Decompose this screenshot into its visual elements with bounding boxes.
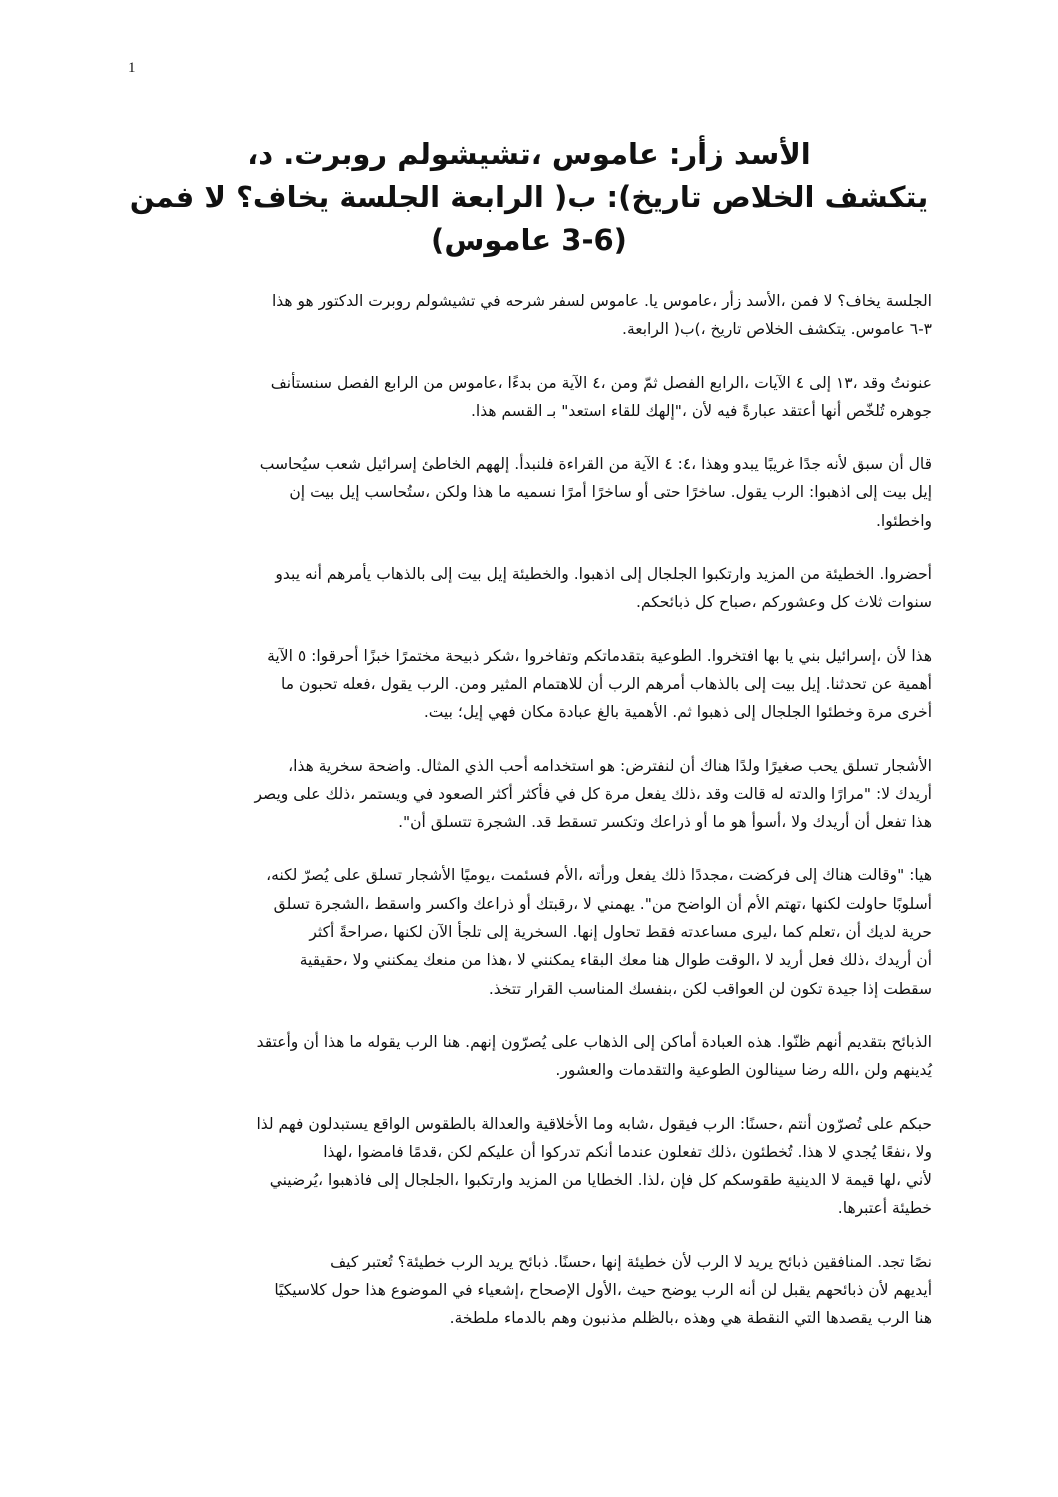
paragraph-line: يُرضيني، فاذهبوا إلى الجلجال، وارتكبوا المزيد من الخطايا .لذا، فإن كل طقوسكم الدينية لا قيمة لها، لأني	[269, 1171, 932, 1190]
paragraph-line: لذا فهم يستبدلون الواقع بالطقوس والعدالة الأخلاقية وما شابه، فيقول الرب :حسنًا، أنتم تُصرّون على حبكم	[256, 1114, 932, 1133]
paragraph-line: أكثر صراحةً، لكنها الآن تلجأ إلى السخرية .إنها تحاول فقط مساعدته ليرى، كما تعلم، أن لديك حرية	[309, 923, 932, 942]
paragraph	[150, 642, 932, 727]
paragraph-line: ما تحبون فعله، يقول الرب .ومن المثير للاهتمام أن الرب أمرهم بالذهاب إلى بيت إيل .تحدثنا عن أهمية	[281, 674, 932, 693]
paragraph-line: تسلق الشجرة، واسقط واكسر ذراعك أو رقبتك، لا يهمني ."من الواضح أن الأم تهتم، لكنها حاولت أسلوبًا	[273, 894, 932, 913]
paragraph-line: هذا هو الدكتور روبرت تشيشولم في شرحه لسفر عاموس .يا عاموس، زأر الأسد، فمن لا يخاف؟ الجلسة	[271, 292, 932, 310]
title-line: فمن لا يخاف؟ الجلسة الرابعة )ب :(تاريخ الخلاص يتكشف	[129, 180, 929, 214]
page-number: 1	[128, 60, 136, 76]
paragraph	[150, 752, 932, 837]
paragraph-line: إن بيت إيل ستُحاسب، ولكن هذا ما نسميه أمرًا ساخرًا أو حتى ساخرًا .يقول الرب :اذهبوا إلى بيت إيل	[289, 483, 932, 502]
paragraph-line: .والعشور والتقدمات الطوعية سينالون رضا الله، ولن يُدينهم	[555, 1061, 932, 1080]
document-body	[150, 287, 932, 1358]
paragraph-line: سيُحاسب شعب إسرائيل الخاطئ إلههم .فلنبدأ القراءة من الآية ٤ :٤، وهذا يبدو غريبًا جدًا لأنه سبق أن قال	[259, 455, 932, 474]
title-line: ،د .روبرت تشيشولم، عاموس :زأر الأسد	[247, 137, 811, 171]
paragraph-line: يبدو أنه يأمرهم بالذهاب إلى بيت إيل والخطيئة .اذهبوا إلى الجلجال وارتكبوا المزيد من الخطيئة .أحضروا	[275, 565, 932, 584]
paragraph-line: الآية ٥ :أحرقوا خبزًا مختمرًا ذبيحة شكر، وتفاخروا بتقدماتكم الطوعية .افتخروا بها يا بني إسرائيل، لأن هذا	[267, 646, 932, 665]
paragraph-line: ،لكنه يُصرّ على تسلق الأشجار يوميًا، فسئمت الأم، ورأته يفعل ذلك مجددًا، فركضت إلى هناك وقالت" :هيا	[266, 866, 932, 885]
paragraph-line: .الرابعة )ب(، تاريخ الخلاص يتكشف .عاموس ٣-٦	[622, 320, 932, 339]
paragraph	[150, 861, 932, 1002]
paragraph-line: حقيقية، ولا يمكنني منعك من هذا، لا يمكنني البقاء معك هنا طوال الوقت، لا أريد فعل ذلك، أريدك أن	[299, 951, 932, 970]
paragraph	[150, 560, 932, 617]
paragraph-line: كيف تُعتبر خطيئة؟ الرب يريد ذبائح .حسنًا، إنها خطيئة لأن الرب لا يريد ذبائح المنافقين .تجد نصًا	[330, 1252, 932, 1271]
paragraph	[150, 287, 932, 344]
paragraph	[150, 1248, 932, 1333]
paragraph-line: .بيت إيل؛ فهي مكان عبادة بالغ الأهمية .ثم ذهبوا إلى الجلجال وخطئوا مرة أخرى	[423, 703, 932, 722]
paragraph	[150, 369, 932, 426]
document-title	[100, 133, 958, 262]
paragraph	[150, 450, 932, 535]
paragraph-line: سنستأنف الفصل الرابع من عاموس، بدءًا من الآية ٤، ومن ثمّ الفصل الرابع، الآيات ٤ إلى ١٣، وقد عنونتُ	[270, 373, 932, 392]
paragraph	[150, 1028, 932, 1085]
paragraph-line: .واخطئوا	[875, 511, 932, 530]
paragraph-line: .تتخذ القرار المناسب بنفسك، لكن العواقب لن تكون جيدة إذا سقطت	[488, 979, 932, 998]
paragraph-line: .ذبائحكم كل صباح، وعشوركم كل ثلاث سنوات	[635, 593, 932, 612]
paragraph-line: .أعتبرها خطيئة	[837, 1199, 932, 1218]
paragraph-line: .ملطخة بالدماء وهم مذنبون بالظلم، وهذه هي النقطة التي يقصدها الرب هنا	[449, 1309, 932, 1328]
paragraph-line: وأعتقد أن هذا ما يقوله الرب هنا .إنهم يُصرّون على الذهاب إلى أماكن العبادة هذه .ظنّوا أنهم بتقديم الذبائح	[256, 1032, 932, 1051]
paragraph-line: .هذا القسم بـ "استعد للقاء إلهك"، لأن فيه عبارةً أعتقد أنها تُلخّص جوهره	[470, 401, 932, 420]
title-line: (عاموس 3-6)	[431, 223, 627, 257]
paragraph-line: ."أن تتسلق الشجرة .قد تسقط وتكسر ذراعك أو ما هو أسوأ، ولا أريدك أن تفعل هذا	[398, 813, 932, 832]
paragraph	[150, 1110, 932, 1223]
paragraph-line: ،هذا سخرية واضحة .المثال الذي أحب استخدامه هو :لنفترض أن هناك ولدًا صغيرًا يحب تسلق الأشجار	[288, 756, 932, 775]
paragraph-line: لهذا، فامضوا قدمًا، لكن عليكم أن تدركوا أنكم عندما تفعلون ذلك، تُخطئون .هذا لا يُجدي نفعًا، ولا	[323, 1142, 932, 1161]
paragraph-line: ويصر على ذلك، ويستمر في الصعود أكثر فأكثر في كل مرة يفعل ذلك، وقد قالت له والدته مرارًا" :لا أريدك	[254, 784, 932, 803]
paragraph-line: كلاسيكيًا حول هذا الموضوع في إشعياء، الإصحاح الأول، حيث يوضح الرب أنه لن يقبل ذبائحهم لأن أيديهم	[274, 1281, 932, 1300]
